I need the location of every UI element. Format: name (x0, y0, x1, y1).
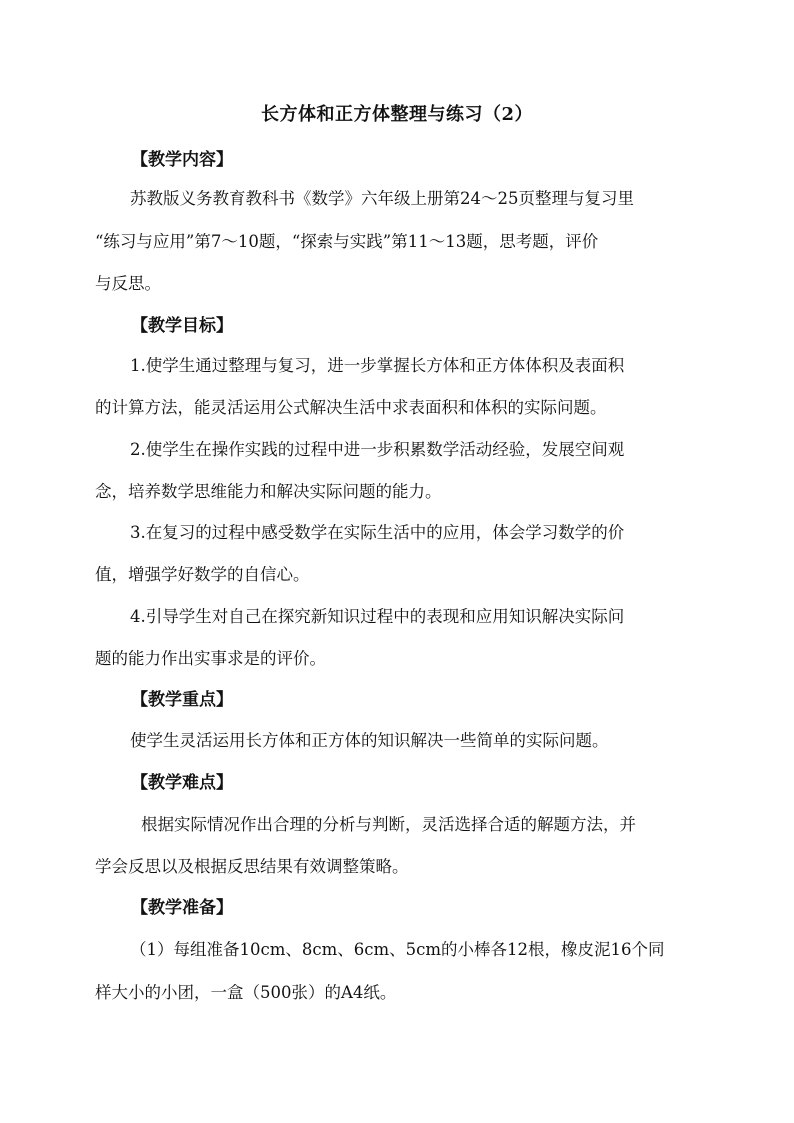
goal-1-line-1: 1.使学生通过整理与复习，进一步掌握长方体和正方体体积及表面积 (130, 356, 625, 375)
goal-1-line-2: 的计算方法，能灵活运用公式解决生活中求表面积和体积的实际问题。 (95, 398, 607, 417)
section-heading-preparation: 【教学准备】 (131, 898, 233, 918)
section-heading-difficulties: 【教学难点】 (131, 773, 233, 793)
goal-4-line-1: 4.引导学生对自己在探究新知识过程中的表现和应用知识解决实际问 (130, 607, 625, 626)
difficulties-line-1: 根据实际情况作出合理的分析与判断，灵活选择合适的解题方法，并 (141, 815, 636, 834)
content-line-2: “练习与应用”第7～10题，“探索与实践”第11～13题，思考题，评价 (95, 232, 599, 251)
section-heading-key-points: 【教学重点】 (131, 690, 233, 710)
goal-2-line-1: 2.使学生在操作实践的过程中进一步积累数学活动经验，发展空间观 (130, 440, 625, 459)
goal-3-line-2: 值，增强学好数学的自信心。 (95, 565, 310, 584)
key-points-line-1: 使学生灵活运用长方体和正方体的知识解决一些简单的实际问题。 (130, 731, 609, 750)
preparation-line-2: 样大小的小团，一盒（500张）的A4纸。 (95, 983, 397, 1002)
goal-3-line-1: 3.在复习的过程中感受数学在实际生活中的应用，体会学习数学的价 (130, 523, 625, 542)
section-heading-goals: 【教学目标】 (131, 316, 233, 336)
section-heading-content: 【教学内容】 (131, 150, 233, 170)
document-title: 长方体和正方体整理与练习（2） (260, 104, 534, 125)
content-line-1: 苏教版义务教育教科书《数学》六年级上册第24～25页整理与复习里 (130, 189, 634, 208)
goal-2-line-2: 念，培养数学思维能力和解决实际问题的能力。 (95, 482, 442, 501)
goal-4-line-2: 题的能力作出实事求是的评价。 (95, 649, 326, 668)
content-line-3: 与反思。 (95, 274, 161, 293)
preparation-line-1: （1）每组准备10cm、8cm、6cm、5cm的小棒各12根，橡皮泥16个同 (130, 940, 665, 959)
difficulties-line-2: 学会反思以及根据反思结果有效调整策略。 (95, 857, 409, 876)
